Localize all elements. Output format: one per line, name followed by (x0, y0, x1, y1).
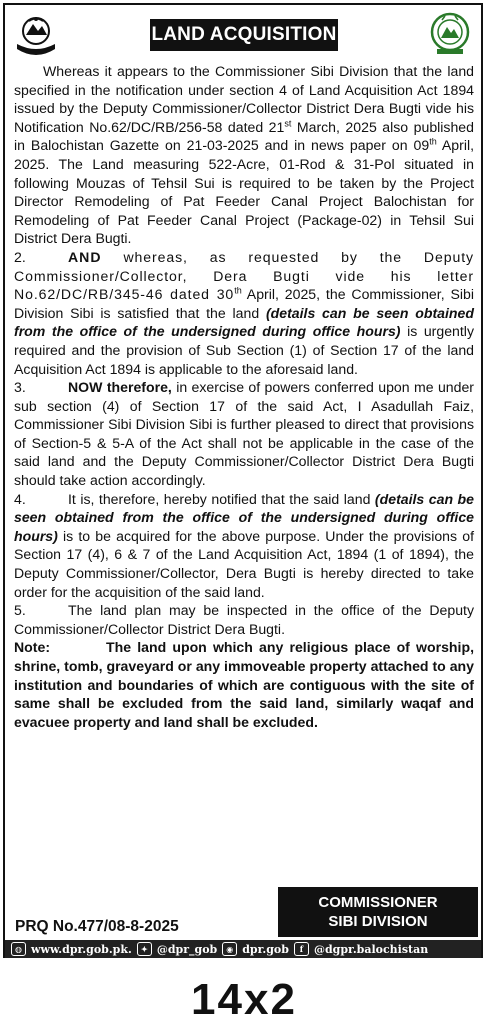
paragraph-5: 5. The land plan may be inspected in the office of the Deputy Commissioner/Collector District Dera Bugti. (14, 602, 474, 637)
facebook-icon: f (294, 942, 309, 956)
footer-twitter[interactable]: @dpr_gob (156, 942, 218, 956)
paragraph-3: 3. NOW therefore, in exercise of powers conferred upon me under sub section (4) of Section 17 of the said Act, I Asadullah Faiz, Commissioner Sibi Division Sibi is further pleased to direct that provisions of Section-5 & 5-A of the Act shall not be applicable in the case of the said land and the Deputy Commissioner/Collector District Dera Bugti should take action accordingly. (14, 379, 474, 489)
instagram-icon: ◉ (222, 942, 237, 956)
paragraph-2: 2. AND whereas, as requested by the Deputy Commissioner/Collector, Dera Bugti vide his letter No.62/DC/RB/345-46 dated 30th April, 2025, the Commissioner, Sibi Division Sibi is satisfied that the land (details can be seen obtained from the office of the undersigned during office hours) is urgently required and the provision of Sub Section (1) of Section 17 of the land Acquisition Act 1894 is applicable to the aforesaid land. (14, 248, 474, 377)
page-title: LAND ACQUISITION (150, 19, 338, 51)
paragraph-1: Whereas it appears to the Commissioner Sibi Division that the land specified in the notification under section 4 of Land Acquisition Act 1894 issued by the Deputy Commissioner/Collector District Dera Bugti vide his Notification No.62/DC/RB/256-58 dated 21st March, 2025 also published in Balochistan Gazette on 21-03-2025 and in news paper on 09th April, 2025. The Land measuring 522-Acre, 01-Rod & 31-Pol situated in following Mouzas of Tehsil Sui is required to be taken by the Project Director Remodeling of Pat Feeder Canal Project Balochistan for Remodeling of Pat Feeder Canal Project (Package-02) in Tehsil Sui District Dera Bugti. (14, 63, 474, 247)
balochistan-emblem-logo (11, 11, 61, 57)
notice-body (14, 62, 474, 731)
globe-icon: ◍ (11, 942, 26, 956)
notice-frame (3, 3, 483, 958)
note-paragraph: Note: The land upon which any religious place of worship, shrine, tomb, graveyard or any immoveable property attached to any institution and boundaries of which are contiguous with the site of same shall be excluded from the said land, similarly waqaf and evacuee property and land shall be excluded. (14, 639, 474, 730)
government-seal-logo (425, 11, 475, 57)
signature-title: COMMISSIONER (318, 894, 438, 911)
footer-facebook[interactable]: @dgpr.balochistan (313, 942, 429, 956)
signature-block (278, 887, 478, 937)
prq-number: PRQ No.477/08-8-2025 (15, 918, 179, 935)
footer-instagram[interactable]: dpr.gob (242, 942, 289, 956)
signature-division: SIBI DIVISION (328, 913, 428, 930)
footer-bar (5, 940, 481, 958)
ad-size-label: 14x2 (191, 975, 297, 1024)
paragraph-4: 4. It is, therefore, hereby notified that the said land (details can be seen obtained from the office of the undersigned during office hours) is to be acquired for the above purpose. Under the provisions of Section 17 (4), 6 & 7 of the Land Acquisition Act, 1894 (1 of 1894), the Deputy Commissioner/Collector, Dera Bugti is hereby directed to take order for the acquisition of the said land. (14, 490, 475, 600)
twitter-icon: ✦ (137, 942, 152, 956)
footer-website[interactable]: www.dpr.gob.pk. (31, 942, 132, 956)
